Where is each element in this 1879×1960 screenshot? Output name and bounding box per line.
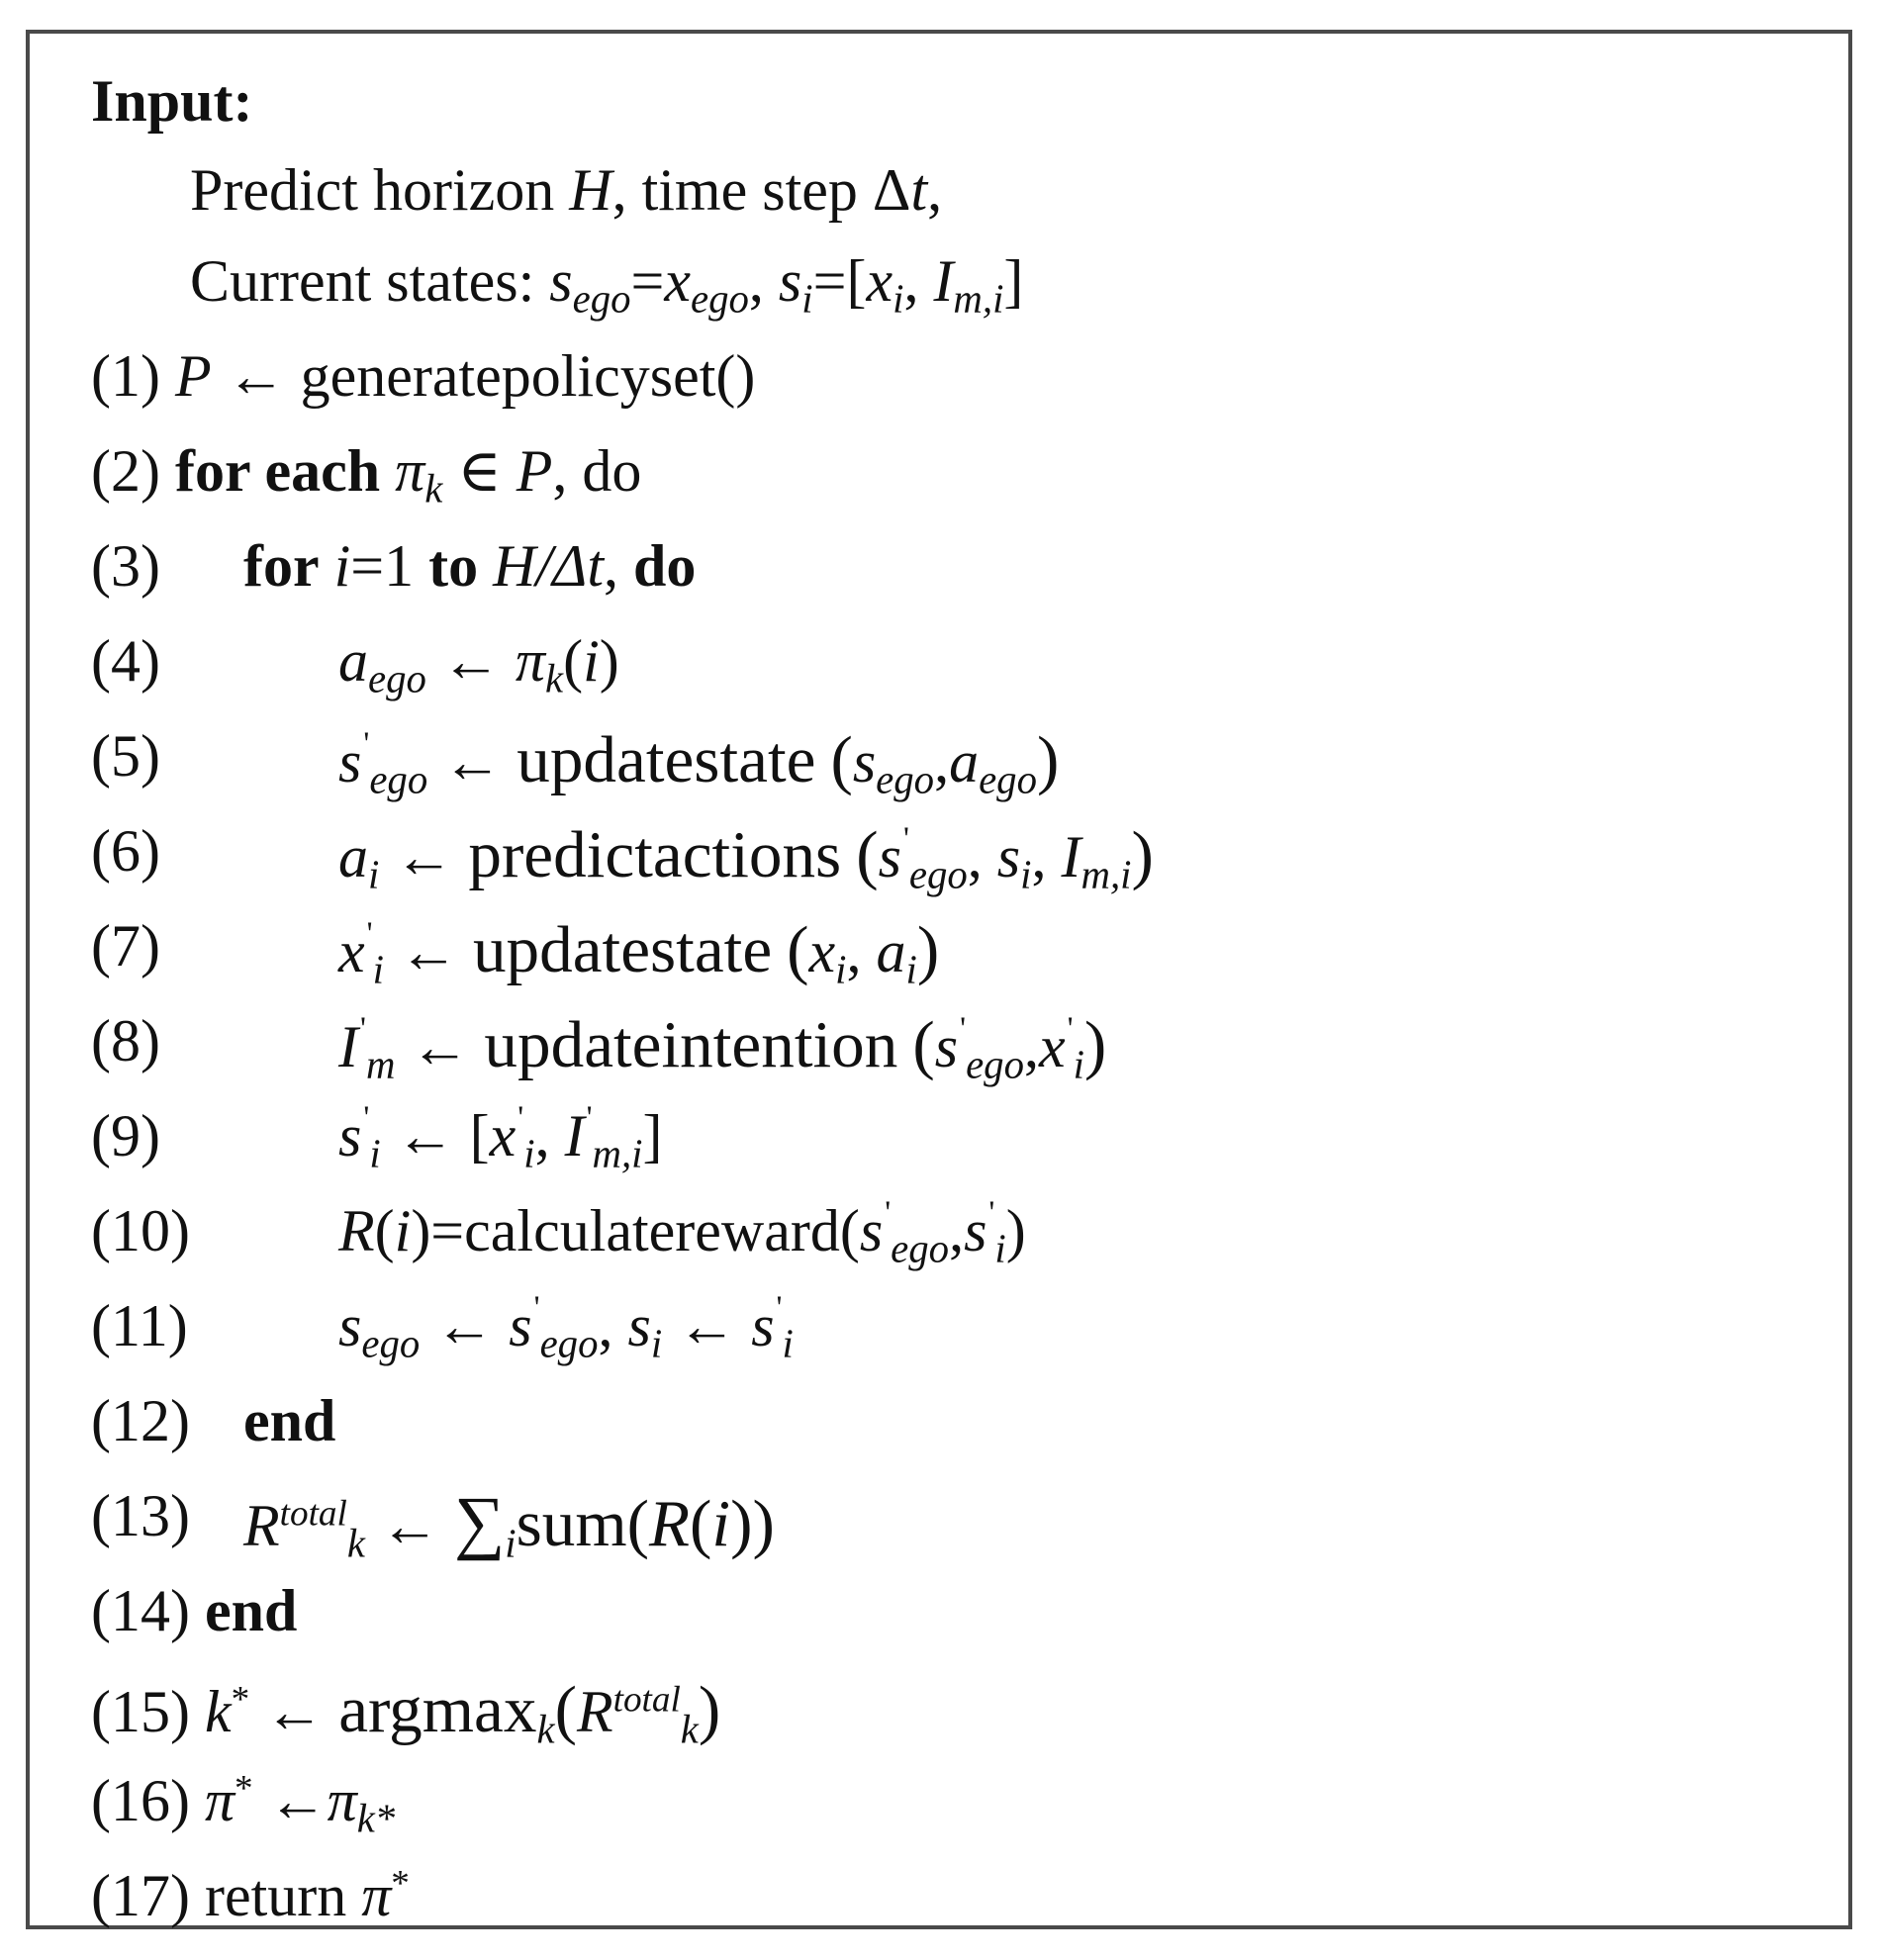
step-14: (14) end [91, 1578, 298, 1643]
step-15: (15) k* ← $argmax_k(R^{total}_k)$ [91, 1672, 721, 1752]
input-line-horizon: Predict horizon H, time step Δt, [190, 157, 943, 223]
step-1: (1) P ← generatepolicyset() [91, 343, 756, 409]
input-line-states: Current states: $s_{ego}=x_{ego}$, $s_i=[x_i$, $I_{m,i}$] [190, 248, 1024, 322]
step-17: (17) return π* [91, 1863, 410, 1928]
algorithm-box: Input: Predict horizon H, time step Δt, Current states: $s_{ego}=x_{ego}$, $s_i=[x_i$, $I_{m,i}$] (1) P ← generatepolicyset() (2) for each $\pi_k$ ∈ P, do (3) for i=1 to H/Δt, do (4) $a_{ego}$ ← $\pi_k(i)$ (5) $s'_{ego}$ ← updatestate $(s_{ego},a_{ego})$ (6) $a_i$ ← predictactions ($s'_{ego}$, $s_i$, $I_{m,i}$) (7) $x'_i$ ← updatestate ($x_i$, $a_i$) (8) $I'_m$ ← updateintention $(s'_{ego},x'_i)$ (9) $s'_i$ ← [$x'_i$, $I'_{m,i}$] (10) $R(i)=calculatereward(s'_{ego},s'_i)$ (11) $s_{ego}$ ← $s'_{ego}$, $s_i$ ← $s'_i$ (12) end (13) $R^{total}_k$ ← $\sum_isum(R(i))$ (14) end (15) k* ← $argmax_k(R^{total}_k)$ (16) π* $\leftarrow\pi_{k*}$ (17) return π* [26, 30, 1852, 1929]
step-2: (2) for each $\pi_k$ ∈ P, do [91, 438, 642, 512]
step-16: (16) π* $\leftarrow\pi_{k*}$ [91, 1768, 396, 1841]
input-heading: Input: [91, 68, 253, 134]
